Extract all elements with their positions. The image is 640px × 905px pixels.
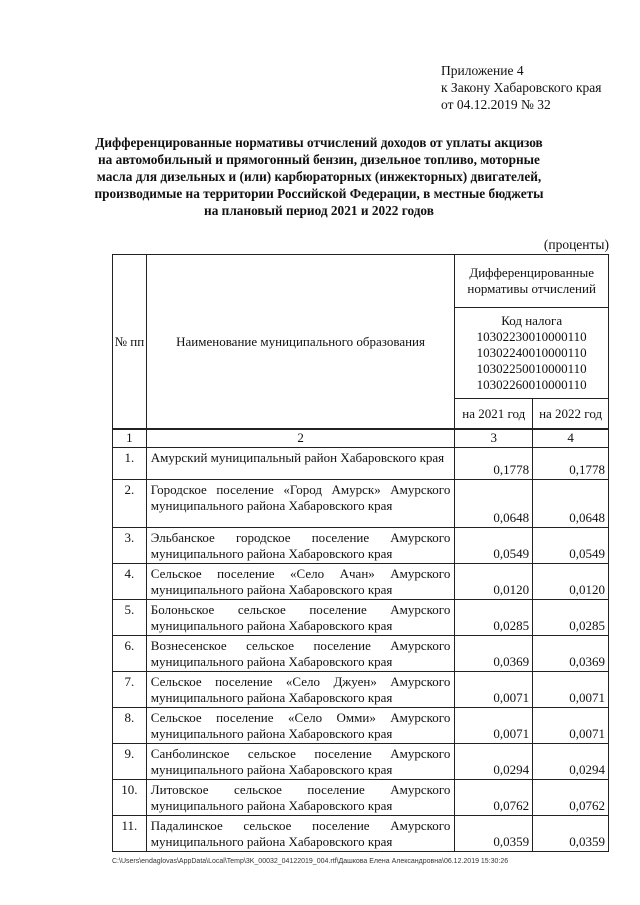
- municipality-name: Болоньское сельское поселение Амурского муниципального района Хабаровского края: [146, 600, 455, 636]
- value-2022: 0,0648: [533, 480, 609, 528]
- annex-line-1: Приложение 4: [441, 63, 524, 78]
- table-row: [113, 480, 609, 528]
- header-row-1: [113, 255, 609, 308]
- value-2021: 0,0648: [455, 480, 533, 528]
- row-number: 2.: [113, 480, 147, 528]
- municipality-name: Сельское поселение «Село Омми» Амурского муниципального района Хабаровского края: [146, 708, 455, 744]
- municipality-name: Литовское сельское поселение Амурского муниципального района Хабаровского края: [146, 780, 455, 816]
- row-number: 1.: [113, 448, 147, 480]
- row-number: 6.: [113, 636, 147, 672]
- value-2022: 0,0369: [533, 636, 609, 672]
- table-row: [113, 448, 609, 480]
- value-2021: 0,0285: [455, 600, 533, 636]
- municipality-name: Эльбанское городское поселение Амурского муниципального района Хабаровского края: [146, 528, 455, 564]
- value-2021: 0,1778: [455, 448, 533, 480]
- table-row: [113, 672, 609, 708]
- column-number-2: 2: [146, 429, 455, 448]
- document-title: Дифференцированные нормативы отчислений доходов от уплаты акцизов на автомобильный и прямогонный бензин, дизельное топливо, моторные масла для дизельных и (или) карбюраторных (инжекторных) двигателей, производимые на территории Российской Федерации, в местные бюджеты на плановый период 2021 и 2022 годов: [94, 135, 544, 218]
- table-row: [113, 744, 609, 780]
- annex-line-2: к Закону Хабаровского края: [441, 80, 602, 95]
- value-2021: 0,0762: [455, 780, 533, 816]
- value-2021: 0,0071: [455, 672, 533, 708]
- row-number: 11.: [113, 816, 147, 852]
- value-2022: 0,0294: [533, 744, 609, 780]
- header-divider: [112, 429, 609, 430]
- row-number: 9.: [113, 744, 147, 780]
- row-number: 7.: [113, 672, 147, 708]
- table-row: [113, 816, 609, 852]
- value-2021: 0,0549: [455, 528, 533, 564]
- norms-table: [112, 254, 609, 852]
- row-number: 4.: [113, 564, 147, 600]
- table-row: [113, 636, 609, 672]
- annex-block: [441, 62, 602, 113]
- value-2022: 0,0071: [533, 672, 609, 708]
- municipality-name: Сельское поселение «Село Джуен» Амурского муниципального района Хабаровского края: [146, 672, 455, 708]
- value-2022: 0,1778: [533, 448, 609, 480]
- table-row: [113, 708, 609, 744]
- row-number: 3.: [113, 528, 147, 564]
- municipality-name: Городское поселение «Город Амурск» Амурского муниципального района Хабаровского края: [146, 480, 455, 528]
- row-number: 10.: [113, 780, 147, 816]
- file-path-footer: C:\Users\endaglovas\AppData\Local\Temp\3K_00032_04122019_004.rtf\Дашкова Елена Александровна\06.12.2019 15:30:26: [112, 858, 509, 865]
- units-label: (проценты): [543, 237, 609, 252]
- value-2022: 0,0071: [533, 708, 609, 744]
- value-2021: 0,0359: [455, 816, 533, 852]
- column-numbers-row: [113, 429, 609, 448]
- header-tax-code: [455, 308, 609, 399]
- municipality-name: Вознесенское сельское поселение Амурского муниципального района Хабаровского края: [146, 636, 455, 672]
- tax-code-1: 10302230010000110: [476, 329, 587, 344]
- value-2022: 0,0120: [533, 564, 609, 600]
- value-2022: 0,0549: [533, 528, 609, 564]
- municipality-name: Сельское поселение «Село Ачан» Амурского муниципального района Хабаровского края: [146, 564, 455, 600]
- table-row: [113, 780, 609, 816]
- tax-code-label: Код налога: [501, 313, 563, 328]
- municipality-name: Санболинское сельское поселение Амурского муниципального района Хабаровского края: [146, 744, 455, 780]
- row-number: 8.: [113, 708, 147, 744]
- tax-code-2: 10302240010000110: [476, 345, 587, 360]
- table-row: [113, 600, 609, 636]
- header-norms: Дифференцированные нормативы отчислений: [455, 255, 609, 308]
- municipality-name: Падалинское сельское поселение Амурского муниципального района Хабаровского края: [146, 816, 455, 852]
- table-row: [113, 528, 609, 564]
- header-name: Наименование муниципального образования: [146, 255, 455, 429]
- value-2022: 0,0285: [533, 600, 609, 636]
- table-row: [113, 564, 609, 600]
- header-2022: на 2022 год: [533, 399, 609, 429]
- tax-code-3: 10302250010000110: [476, 361, 587, 376]
- column-number-1: 1: [113, 429, 147, 448]
- tax-code-4: 10302260010000110: [476, 377, 587, 392]
- header-2021: на 2021 год: [455, 399, 533, 429]
- column-number-3: 3: [455, 429, 533, 448]
- column-number-4: 4: [533, 429, 609, 448]
- municipality-name: Амурский муниципальный район Хабаровского края: [146, 448, 455, 480]
- value-2021: 0,0294: [455, 744, 533, 780]
- header-num: № пп: [113, 255, 147, 429]
- row-number: 5.: [113, 600, 147, 636]
- value-2021: 0,0369: [455, 636, 533, 672]
- value-2022: 0,0359: [533, 816, 609, 852]
- value-2022: 0,0762: [533, 780, 609, 816]
- value-2021: 0,0071: [455, 708, 533, 744]
- value-2021: 0,0120: [455, 564, 533, 600]
- annex-line-3: от 04.12.2019 № 32: [441, 97, 551, 112]
